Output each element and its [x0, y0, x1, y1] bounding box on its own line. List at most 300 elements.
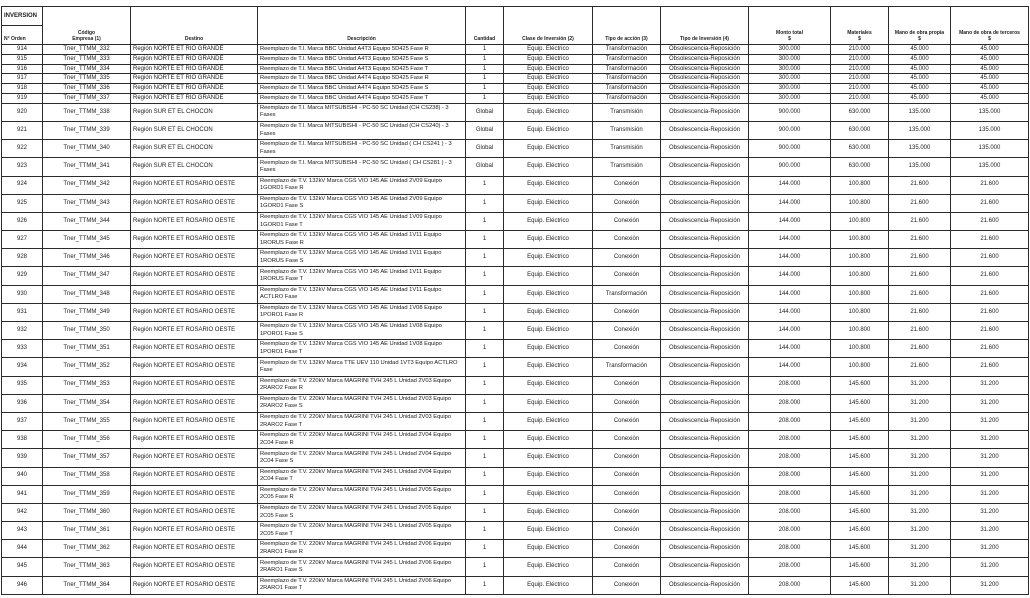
- cell-mano-obra-propia: [889, 121, 951, 139]
- cell-tipo-inversion: [661, 576, 749, 594]
- clase-inversion-value: Equip. Eléctrico: [527, 46, 569, 52]
- cell-destino: [131, 449, 258, 467]
- cell-n-orden: [2, 121, 43, 139]
- cell-mano-obra-terceros: [951, 285, 1029, 303]
- cell-codigo-empresa: [43, 376, 131, 394]
- cell-clase-inversion: [504, 303, 593, 321]
- tipo-inversion-value: Obsolescencia-Reposición: [668, 217, 741, 224]
- materiales-value: 210.000: [848, 94, 871, 101]
- tipo-inversion-value: Obsolescencia-Reposición: [668, 272, 741, 279]
- cell-descripcion: [258, 84, 466, 94]
- cell-monto-total: [749, 449, 831, 467]
- cantidad-value: Global: [475, 145, 494, 152]
- tipo-accion-value: Conexión: [613, 199, 640, 206]
- cell-destino: [131, 45, 258, 55]
- cell-codigo-empresa: [43, 64, 131, 74]
- materiales-value: 630.000: [848, 145, 871, 152]
- clase-inversion-value: Equip. Eléctrico: [527, 55, 569, 62]
- tipo-accion-value: Conexión: [613, 181, 640, 188]
- mano-obra-propia-value: 31.200: [910, 526, 929, 533]
- cell-codigo-empresa: [43, 103, 131, 121]
- cell-materiales: [831, 194, 889, 212]
- cell-mano-obra-propia: [889, 267, 951, 285]
- descripcion-value: Reemplazo de T.I. Marca MITSUBISHI - PC-50 SC Unidad ( CH CS281 ) - 3 Fases: [260, 159, 452, 173]
- cell-tipo-inversion: [661, 431, 749, 449]
- descripcion-value: Reemplazo de T.V. 220kV Marca MAGRINI TVH 245 L Unidad 2V04 Equipo 2C04 Fase R: [260, 432, 452, 446]
- table-row: [2, 467, 1029, 485]
- cell-mano-obra-terceros: [951, 93, 1029, 103]
- cell-mano-obra-terceros: [951, 64, 1029, 74]
- cell-materiales: [831, 121, 889, 139]
- mano-obra-propia-value: 31.200: [910, 417, 929, 424]
- monto-total-value: 144.000: [778, 272, 801, 279]
- n-orden-value: 932: [16, 326, 27, 333]
- clase-inversion-value: Equip. Eléctrico: [527, 85, 569, 92]
- destino-value: Región NORTE ET RIO GRANDE: [133, 46, 224, 52]
- cell-n-orden: [2, 54, 43, 64]
- cell-clase-inversion: [504, 576, 593, 594]
- cell-cantidad: [466, 467, 504, 485]
- cell-monto-total: [749, 103, 831, 121]
- cell-tipo-inversion: [661, 140, 749, 158]
- n-orden-value: 921: [16, 126, 27, 133]
- tipo-accion-value: Transmisión: [610, 163, 643, 170]
- cell-n-orden: [2, 376, 43, 394]
- cell-destino: [131, 140, 258, 158]
- cell-descripcion: [258, 303, 466, 321]
- tipo-accion-value: Transformación: [605, 94, 648, 101]
- monto-total-value: 208.000: [778, 526, 801, 533]
- destino-value: Región NORTE ET ROSARIO OESTE: [133, 490, 236, 497]
- cantidad-value: 1: [482, 545, 487, 552]
- clase-inversion-value: Equip. Eléctrico: [527, 199, 569, 206]
- codigo-empresa-value: Tner_TTMM_333: [63, 55, 110, 62]
- table-row: [2, 285, 1029, 303]
- cell-cantidad: [466, 503, 504, 521]
- cell-cantidad: [466, 231, 504, 249]
- cell-clase-inversion: [504, 467, 593, 485]
- cell-descripcion: [258, 93, 466, 103]
- destino-value: Región NORTE ET ROSARIO OESTE: [133, 254, 236, 261]
- cell-mano-obra-terceros: [951, 558, 1029, 576]
- tipo-accion-value: Conexión: [613, 272, 640, 279]
- cell-clase-inversion: [504, 212, 593, 230]
- header-n-orden: [2, 26, 43, 45]
- cell-codigo-empresa: [43, 303, 131, 321]
- cell-clase-inversion: [504, 522, 593, 540]
- cell-descripcion: [258, 231, 466, 249]
- descripcion-value: Reemplazo de T.V. 132kV Marca CGS VIO 145 AE Unidad 1V11 Equipo ACTLRO Fase: [260, 286, 442, 301]
- mano-obra-propia-value: 21.600: [910, 308, 929, 315]
- cell-clase-inversion: [504, 485, 593, 503]
- cell-materiales: [831, 558, 889, 576]
- cell-mano-obra-propia: [889, 485, 951, 503]
- cantidad-value: 1: [482, 472, 487, 479]
- cell-tipo-inversion: [661, 285, 749, 303]
- codigo-empresa-value: Tner_TTMM_347: [63, 272, 110, 279]
- tipo-inversion-value: Obsolescencia-Reposición: [668, 235, 741, 242]
- cell-materiales: [831, 64, 889, 74]
- cell-materiales: [831, 412, 889, 430]
- cell-codigo-empresa: [43, 285, 131, 303]
- mano-obra-terceros-value: 45.000: [980, 85, 999, 92]
- table-row: [2, 176, 1029, 194]
- destino-value: Región NORTE ET ROSARIO OESTE: [133, 581, 236, 588]
- cell-destino: [131, 340, 258, 358]
- codigo-empresa-value: Tner_TTMM_356: [63, 436, 110, 443]
- cell-monto-total: [749, 64, 831, 74]
- cantidad-value: Global: [475, 108, 494, 115]
- mano-obra-propia-value: 31.200: [910, 454, 929, 461]
- cell-destino: [131, 267, 258, 285]
- cell-descripcion: [258, 54, 466, 64]
- destino-value: Región NORTE ET RIO GRANDE: [133, 85, 224, 92]
- tipo-inversion-value: Obsolescencia-Reposición: [668, 545, 741, 552]
- cell-destino: [131, 558, 258, 576]
- cell-n-orden: [2, 467, 43, 485]
- tipo-accion-value: Conexión: [613, 217, 640, 224]
- monto-total-value: 900.000: [778, 163, 801, 170]
- table-row: [2, 64, 1029, 74]
- cell-descripcion: [258, 267, 466, 285]
- tipo-inversion-value: Obsolescencia-Reposición: [668, 454, 741, 461]
- header-materiales: [831, 7, 889, 45]
- n-orden-value: 938: [16, 436, 27, 443]
- cell-n-orden: [2, 249, 43, 267]
- codigo-empresa-value: Tner_TTMM_359: [63, 490, 110, 497]
- cell-monto-total: [749, 212, 831, 230]
- cell-n-orden: [2, 358, 43, 376]
- cell-tipo-accion: [593, 267, 661, 285]
- cell-tipo-inversion: [661, 231, 749, 249]
- cell-destino: [131, 249, 258, 267]
- cell-mano-obra-terceros: [951, 303, 1029, 321]
- monto-total-value: 900.000: [778, 108, 801, 115]
- mano-obra-terceros-value: 135.000: [978, 126, 1001, 133]
- cell-cantidad: [466, 303, 504, 321]
- tipo-inversion-value: Obsolescencia-Reposición: [668, 326, 741, 333]
- n-orden-value: 940: [16, 472, 27, 479]
- table-row: [2, 212, 1029, 230]
- tipo-accion-value: Conexión: [613, 326, 640, 333]
- cell-clase-inversion: [504, 322, 593, 340]
- destino-value: Región NORTE ET RIO GRANDE: [133, 55, 224, 62]
- header-label: Destino: [184, 36, 204, 42]
- cell-cantidad: [466, 449, 504, 467]
- cell-mano-obra-terceros: [951, 540, 1029, 558]
- codigo-empresa-value: Tner_TTMM_342: [63, 181, 110, 188]
- mano-obra-terceros-value: 31.200: [980, 563, 999, 570]
- cell-mano-obra-terceros: [951, 176, 1029, 194]
- cell-monto-total: [749, 558, 831, 576]
- tipo-inversion-value: Obsolescencia-Reposición: [668, 163, 741, 170]
- cell-mano-obra-propia: [889, 394, 951, 412]
- n-orden-value: 937: [16, 417, 27, 424]
- cell-tipo-accion: [593, 449, 661, 467]
- cell-tipo-accion: [593, 176, 661, 194]
- cell-destino: [131, 231, 258, 249]
- header-destino: [131, 7, 258, 45]
- clase-inversion-value: Equip. Eléctrico: [527, 272, 569, 279]
- cell-cantidad: [466, 249, 504, 267]
- cell-destino: [131, 467, 258, 485]
- table-row: [2, 412, 1029, 430]
- cell-monto-total: [749, 467, 831, 485]
- cell-monto-total: [749, 45, 831, 55]
- clase-inversion-value: Equip. Eléctrico: [527, 326, 569, 333]
- monto-total-value: 208.000: [778, 545, 801, 552]
- monto-total-value: 208.000: [778, 581, 801, 588]
- materiales-value: 630.000: [848, 163, 871, 170]
- cell-mano-obra-propia: [889, 249, 951, 267]
- clase-inversion-value: Equip. Eléctrico: [527, 490, 569, 497]
- monto-total-value: 144.000: [778, 345, 801, 352]
- cell-monto-total: [749, 576, 831, 594]
- cell-cantidad: [466, 340, 504, 358]
- cell-tipo-inversion: [661, 358, 749, 376]
- cell-clase-inversion: [504, 358, 593, 376]
- cell-cantidad: [466, 576, 504, 594]
- cantidad-value: 1: [482, 308, 487, 315]
- destino-value: Región NORTE ET ROSARIO OESTE: [133, 381, 236, 388]
- cell-descripcion: [258, 285, 466, 303]
- cantidad-value: 1: [482, 417, 487, 424]
- cell-mano-obra-terceros: [951, 340, 1029, 358]
- table-row: [2, 340, 1029, 358]
- cell-n-orden: [2, 231, 43, 249]
- destino-value: Región NORTE ET ROSARIO OESTE: [133, 454, 236, 461]
- tipo-inversion-value: Obsolescencia-Reposición: [668, 308, 741, 315]
- cell-mano-obra-propia: [889, 522, 951, 540]
- cell-monto-total: [749, 74, 831, 84]
- cell-n-orden: [2, 285, 43, 303]
- cell-tipo-inversion: [661, 194, 749, 212]
- cell-descripcion: [258, 412, 466, 430]
- monto-total-value: 208.000: [778, 381, 801, 388]
- monto-total-value: 144.000: [778, 199, 801, 206]
- cell-tipo-accion: [593, 522, 661, 540]
- mano-obra-terceros-value: 31.200: [980, 526, 999, 533]
- materiales-value: 100.800: [848, 290, 871, 297]
- cell-mano-obra-propia: [889, 340, 951, 358]
- cell-descripcion: [258, 576, 466, 594]
- cell-cantidad: [466, 267, 504, 285]
- tipo-inversion-value: Obsolescencia-Reposición: [668, 399, 741, 406]
- n-orden-value: 943: [16, 526, 27, 533]
- cell-cantidad: [466, 558, 504, 576]
- descripcion-value: Reemplazo de T.I. Marca BBC Unidad A4T4 Equipo 5D425 Fase R: [260, 75, 429, 82]
- descripcion-value: Reemplazo de T.V. 220kV Marca MAGRINI TVH 245 L Unidad 2V05 Equipo 2C05 Fase R: [260, 486, 452, 501]
- tipo-inversion-value: Obsolescencia-Reposición: [668, 254, 741, 261]
- cell-cantidad: [466, 522, 504, 540]
- cell-tipo-accion: [593, 212, 661, 230]
- cell-mano-obra-propia: [889, 140, 951, 158]
- cell-clase-inversion: [504, 503, 593, 521]
- cantidad-value: 1: [482, 217, 487, 224]
- mano-obra-terceros-value: 21.600: [980, 199, 999, 206]
- cell-materiales: [831, 74, 889, 84]
- cell-tipo-inversion: [661, 176, 749, 194]
- cell-destino: [131, 485, 258, 503]
- cell-monto-total: [749, 176, 831, 194]
- cell-clase-inversion: [504, 558, 593, 576]
- cell-codigo-empresa: [43, 93, 131, 103]
- cantidad-value: 1: [482, 181, 487, 188]
- clase-inversion-value: Equip. Eléctrico: [527, 65, 569, 72]
- materiales-value: 145.600: [848, 399, 871, 406]
- mano-obra-propia-value: 45.000: [910, 75, 929, 82]
- tipo-inversion-value: Obsolescencia-Reposición: [668, 65, 741, 72]
- header-tipo-inversion: [661, 7, 749, 45]
- codigo-empresa-value: Tner_TTMM_350: [63, 326, 110, 333]
- destino-value: Región NORTE ET ROSARIO OESTE: [133, 508, 236, 515]
- cell-codigo-empresa: [43, 176, 131, 194]
- mano-obra-terceros-value: 45.000: [980, 55, 999, 62]
- header-mano-obra-propia: [889, 7, 951, 45]
- mano-obra-propia-value: 135.000: [908, 108, 931, 115]
- cell-cantidad: [466, 412, 504, 430]
- materiales-value: 145.600: [848, 581, 871, 588]
- descripcion-value: Reemplazo de T.I. Marca BBC Unidad A4T4 Equipo 5D425 Fase S: [260, 85, 429, 92]
- table-row: [2, 140, 1029, 158]
- cantidad-value: 1: [482, 55, 487, 62]
- cell-n-orden: [2, 522, 43, 540]
- cell-codigo-empresa: [43, 358, 131, 376]
- codigo-empresa-value: Tner_TTMM_357: [63, 454, 110, 461]
- cell-destino: [131, 540, 258, 558]
- header-label: N° Orden: [4, 36, 26, 42]
- codigo-empresa-value: Tner_TTMM_353: [63, 381, 110, 388]
- cell-n-orden: [2, 93, 43, 103]
- cell-clase-inversion: [504, 394, 593, 412]
- materiales-value: 100.800: [848, 199, 871, 206]
- descripcion-value: Reemplazo de T.V. 220kV Marca MAGRINI TVH 245 L Unidad 2V03 Equipo 2RARO2 Fase S: [260, 395, 452, 410]
- cantidad-value: Global: [475, 163, 494, 170]
- cell-tipo-inversion: [661, 394, 749, 412]
- monto-total-value: 300.000: [778, 46, 801, 52]
- cell-monto-total: [749, 376, 831, 394]
- cantidad-value: 1: [482, 526, 487, 533]
- cell-cantidad: [466, 358, 504, 376]
- cantidad-value: 1: [482, 436, 487, 443]
- clase-inversion-value: Equip. Eléctrico: [527, 108, 569, 115]
- mano-obra-propia-value: 31.200: [910, 563, 929, 570]
- destino-value: Región SUR ET EL CHOCON: [133, 126, 213, 133]
- cell-descripcion: [258, 103, 466, 121]
- cell-materiales: [831, 485, 889, 503]
- cell-descripcion: [258, 540, 466, 558]
- destino-value: Región SUR ET EL CHOCON: [133, 163, 213, 170]
- materiales-value: 145.600: [848, 436, 871, 443]
- codigo-empresa-value: Tner_TTMM_341: [63, 163, 110, 170]
- cantidad-value: 1: [482, 454, 487, 461]
- materiales-value: 145.600: [848, 563, 871, 570]
- cell-destino: [131, 322, 258, 340]
- cell-clase-inversion: [504, 158, 593, 176]
- cell-mano-obra-terceros: [951, 267, 1029, 285]
- cell-n-orden: [2, 394, 43, 412]
- mano-obra-propia-value: 21.600: [910, 345, 929, 352]
- mano-obra-terceros-value: 31.200: [980, 436, 999, 443]
- table-row: [2, 45, 1029, 55]
- cell-n-orden: [2, 64, 43, 74]
- destino-value: Región NORTE ET ROSARIO OESTE: [133, 326, 236, 333]
- materiales-value: 100.800: [848, 345, 871, 352]
- header-label: Monto total $: [776, 30, 803, 42]
- table-row: [2, 54, 1029, 64]
- cantidad-value: 1: [482, 508, 487, 515]
- n-orden-value: 930: [16, 290, 27, 297]
- destino-value: Región NORTE ET ROSARIO OESTE: [133, 235, 236, 242]
- cell-mano-obra-terceros: [951, 45, 1029, 55]
- monto-total-value: 300.000: [778, 94, 801, 101]
- cell-clase-inversion: [504, 249, 593, 267]
- table-row: [2, 103, 1029, 121]
- mano-obra-terceros-value: 31.200: [980, 490, 999, 497]
- cell-descripcion: [258, 249, 466, 267]
- mano-obra-terceros-value: 21.600: [980, 181, 999, 188]
- cell-mano-obra-propia: [889, 285, 951, 303]
- mano-obra-propia-value: 21.600: [910, 235, 929, 242]
- mano-obra-terceros-value: 45.000: [980, 94, 999, 101]
- cell-codigo-empresa: [43, 412, 131, 430]
- cell-mano-obra-terceros: [951, 121, 1029, 139]
- materiales-value: 145.600: [848, 454, 871, 461]
- n-orden-value: 935: [16, 381, 27, 388]
- materiales-value: 210.000: [848, 75, 871, 82]
- descripcion-value: Reemplazo de T.V. 132kV Marca CGS VIO 145 AE Unidad 1V11 Equipo 1RORUS Fase T: [260, 268, 442, 283]
- investment-table: [1, 6, 1029, 595]
- table-row: [2, 558, 1029, 576]
- cell-tipo-inversion: [661, 522, 749, 540]
- tipo-accion-value: Conexión: [613, 545, 640, 552]
- cantidad-value: 1: [482, 490, 487, 497]
- tipo-accion-value: Transformación: [605, 85, 648, 92]
- cell-mano-obra-propia: [889, 467, 951, 485]
- cell-n-orden: [2, 503, 43, 521]
- cell-mano-obra-propia: [889, 84, 951, 94]
- clase-inversion-value: Equip. Eléctrico: [527, 417, 569, 424]
- cell-materiales: [831, 376, 889, 394]
- cell-cantidad: [466, 285, 504, 303]
- cell-tipo-accion: [593, 485, 661, 503]
- cell-destino: [131, 54, 258, 64]
- cell-clase-inversion: [504, 84, 593, 94]
- cell-tipo-accion: [593, 431, 661, 449]
- cell-destino: [131, 503, 258, 521]
- cell-tipo-accion: [593, 158, 661, 176]
- cell-tipo-inversion: [661, 540, 749, 558]
- materiales-value: 100.800: [848, 217, 871, 224]
- table-row: [2, 121, 1029, 139]
- cell-materiales: [831, 503, 889, 521]
- cell-tipo-inversion: [661, 212, 749, 230]
- cell-destino: [131, 412, 258, 430]
- descripcion-value: Reemplazo de T.I. Marca MITSUBISHI - PC-50 SC Unidad ( CH CS241 ) - 3 Fases: [260, 141, 452, 155]
- tipo-inversion-value: Obsolescencia-Reposición: [668, 108, 741, 115]
- cell-cantidad: [466, 158, 504, 176]
- descripcion-value: Reemplazo de T.V. 132kV Marca CGS VIO 145 AE Unidad 1V08 Equipo 1PORO1 Fase R: [260, 305, 442, 319]
- cell-mano-obra-propia: [889, 431, 951, 449]
- cell-mano-obra-terceros: [951, 322, 1029, 340]
- table-row: [2, 522, 1029, 540]
- cell-destino: [131, 158, 258, 176]
- cell-monto-total: [749, 358, 831, 376]
- cell-clase-inversion: [504, 140, 593, 158]
- cantidad-value: 1: [482, 254, 487, 261]
- mano-obra-terceros-value: 21.600: [980, 272, 999, 279]
- cantidad-value: 1: [482, 94, 487, 101]
